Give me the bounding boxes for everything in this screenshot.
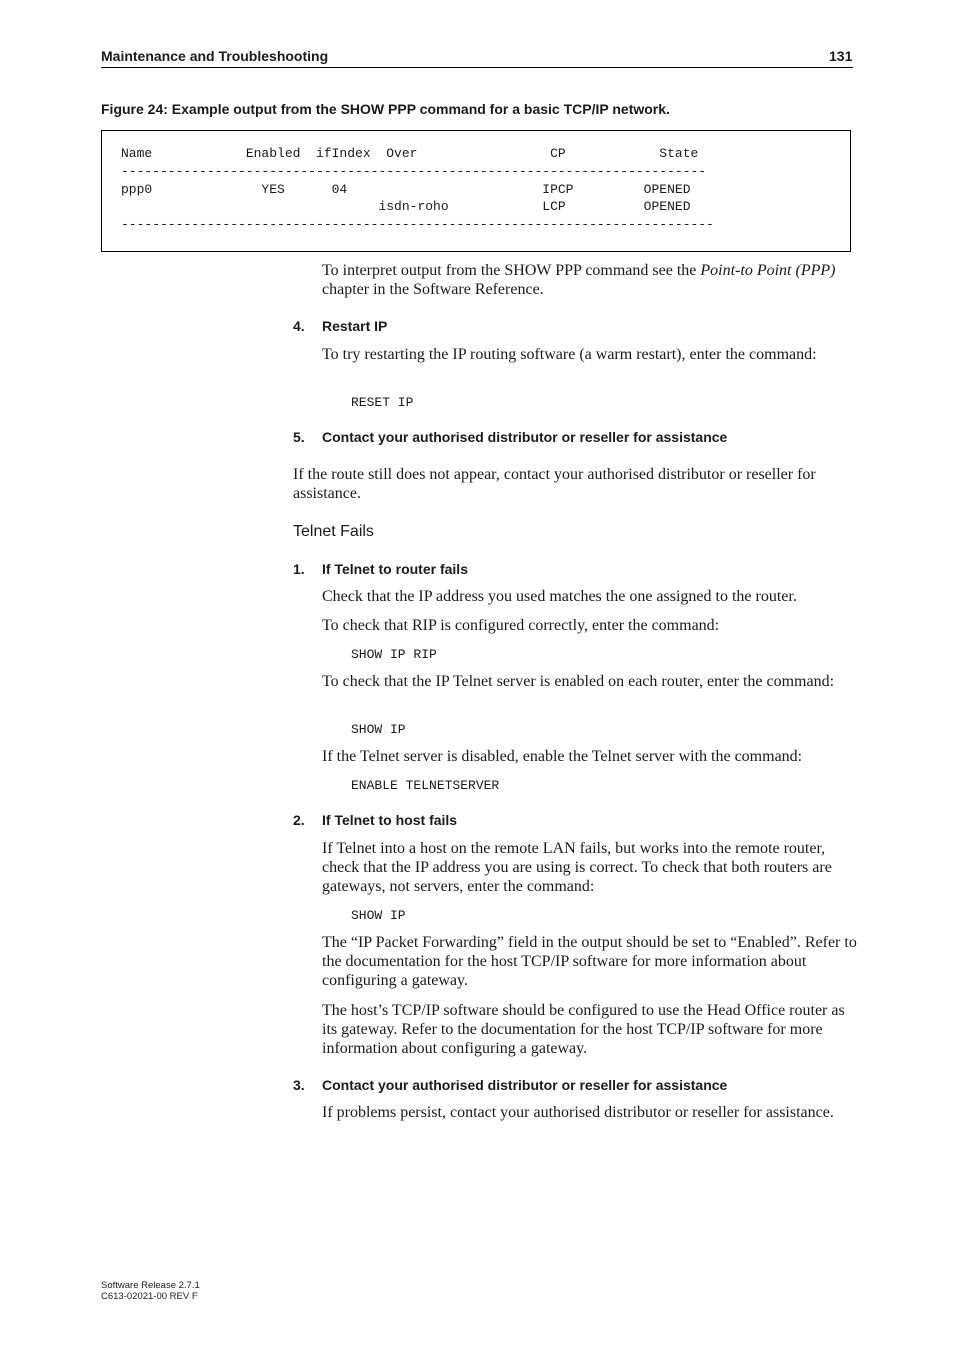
command-enable-telnetserver: ENABLE TELNETSERVER: [351, 778, 500, 793]
command-show-ip-rip: SHOW IP RIP: [351, 647, 437, 662]
code-line-row: ppp0 YES 04 IPCP OPENED: [121, 182, 691, 197]
figure-caption: Figure 24: Example output from the SHOW PPP command for a basic TCP/IP network.: [101, 101, 670, 117]
footer-doc-id: C613-02021-00 REV F: [101, 1291, 198, 1302]
step-title-telnet-router: If Telnet to router fails: [322, 561, 468, 577]
running-header-title: Maintenance and Troubleshooting: [101, 48, 329, 64]
contact-paragraph: If the route still does not appear, contact your authorised distributor or reseller for assistance.: [293, 466, 816, 503]
code-line-separator: ----------------------------------------------------------------------------: [121, 217, 714, 232]
reference-title: Point-to Point (PPP): [700, 262, 836, 279]
step-title-contact: Contact your authorised distributor or reseller for assistance: [322, 429, 728, 445]
restart-ip-paragraph: To try restarting the IP routing software (a warm restart), enter the command:: [322, 346, 817, 363]
code-line-header: Name Enabled ifIndex Over CP State: [121, 146, 699, 161]
telnet-host-paragraph: If Telnet into a host on the remote LAN fails, but works into the remote router, check that the IP address you are using is correct. To check that both routers are gateways, not servers, enter the command:: [322, 840, 832, 896]
step-title-restart-ip: Restart IP: [322, 318, 388, 334]
telnet-host-paragraph: The host’s TCP/IP software should be configured to use the Head Office router as its gateway. Refer to the documentation for the host TCP/IP software for more information about configuring a gateway.: [322, 1002, 845, 1058]
code-line-row: isdn-roho LCP OPENED: [121, 199, 691, 214]
step-number: 3.: [293, 1077, 305, 1093]
intro-paragraph: [322, 261, 857, 299]
step-number: 5.: [293, 429, 305, 445]
step-number: 1.: [293, 561, 305, 577]
footer-release: Software Release 2.7.1: [101, 1280, 200, 1291]
contact-paragraph: If problems persist, contact your authorised distributor or reseller for assistance.: [322, 1104, 834, 1121]
page-number: 131: [829, 48, 853, 64]
telnet-router-paragraph: To check that the IP Telnet server is enabled on each router, enter the command:: [322, 673, 835, 690]
intro-text: To interpret output from the SHOW PPP command see the: [322, 262, 701, 279]
command-show-ip: SHOW IP: [351, 908, 406, 923]
telnet-host-paragraph: The “IP Packet Forwarding” field in the output should be set to “Enabled”. Refer to the documentation for the host TCP/IP software for more information about configuring a gateway.: [322, 934, 857, 990]
command-show-ip: SHOW IP: [351, 722, 406, 737]
code-line-separator: ---------------------------------------------------------------------------: [121, 164, 707, 179]
step-title-telnet-host: If Telnet to host fails: [322, 812, 458, 828]
intro-text-end: chapter in the Software Reference.: [322, 281, 544, 299]
telnet-router-paragraph: To check that RIP is configured correctly, enter the command:: [322, 617, 720, 634]
command-reset-ip: RESET IP: [351, 395, 414, 410]
step-title-contact: Contact your authorised distributor or reseller for assistance: [322, 1077, 728, 1093]
telnet-router-paragraph: Check that the IP address you used matches the one assigned to the router.: [322, 588, 797, 605]
header-rule: [101, 67, 853, 68]
step-number: 4.: [293, 318, 305, 334]
section-heading-telnet-fails: Telnet Fails: [293, 523, 374, 540]
step-number: 2.: [293, 812, 305, 828]
telnet-router-paragraph: If the Telnet server is disabled, enable the Telnet server with the command:: [322, 748, 803, 765]
